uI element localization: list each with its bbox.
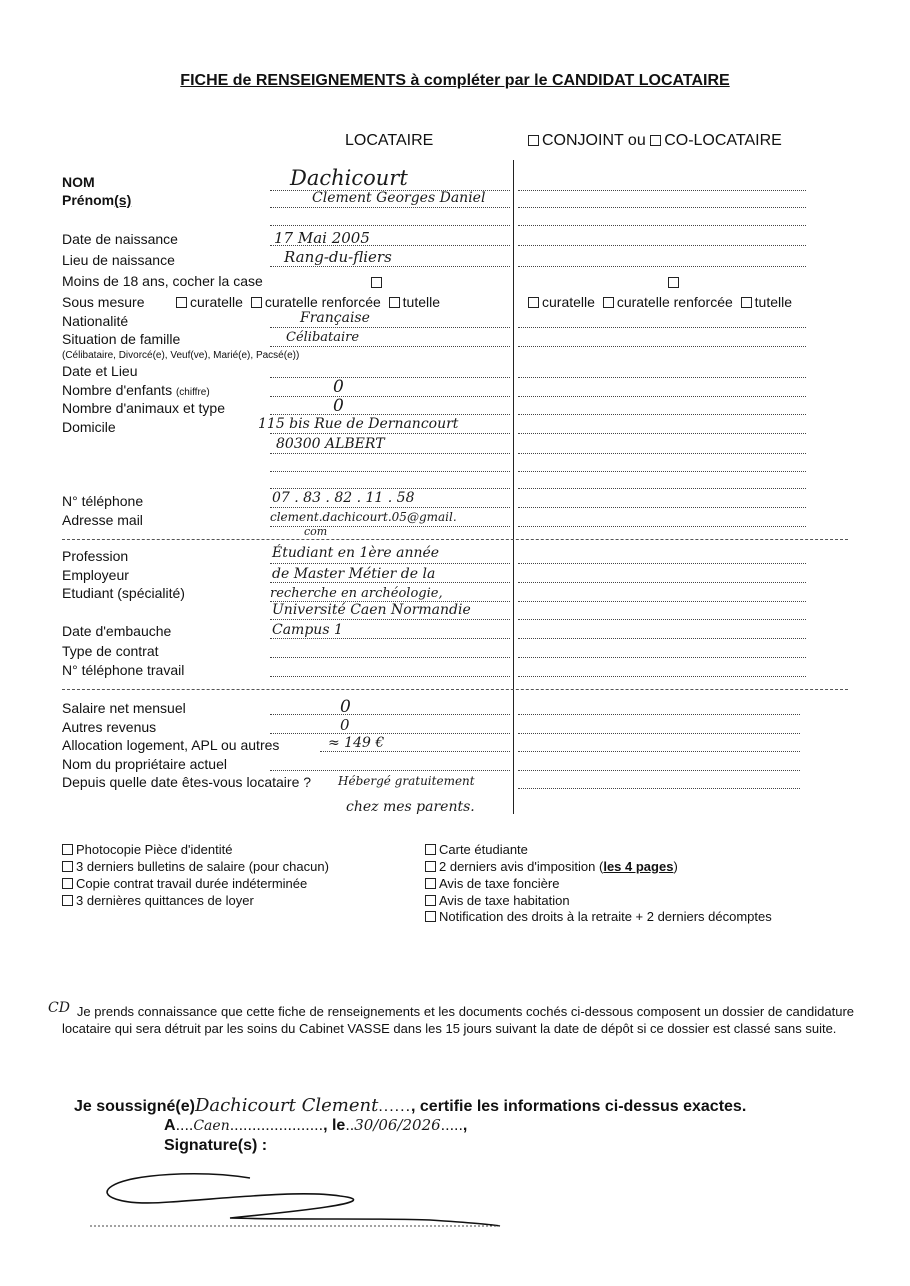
- value-etudiant-2[interactable]: Université Caen Normandie: [272, 602, 471, 618]
- value-allocation[interactable]: ≈ 149 €: [328, 735, 385, 751]
- doc-item-identite: Photocopie Pièce d'identité: [62, 842, 232, 857]
- label-telephone: N° téléphone: [62, 493, 144, 509]
- label-salaire: Salaire net mensuel: [62, 700, 186, 716]
- column-conjoint-header: [528, 132, 782, 150]
- doc-item-taxe-habitation: Avis de taxe habitation: [425, 893, 570, 908]
- moins18-checkbox-conjoint[interactable]: [668, 277, 679, 288]
- label-prenom: Prénom(s): [62, 192, 132, 208]
- label-etudiant: Etudiant (spécialité): [62, 585, 185, 601]
- doc-item-retraite: Notification des droits à la retraite + 2 derniers décomptes: [425, 909, 772, 924]
- doc-checkbox[interactable]: [62, 878, 73, 889]
- column-divider: [513, 160, 514, 814]
- value-telephone[interactable]: 07 . 83 . 82 . 11 . 58: [272, 490, 415, 506]
- label-tel-travail: N° téléphone travail: [62, 662, 185, 678]
- declaration-initials[interactable]: CD: [48, 1000, 70, 1016]
- curatelle-renforcee-checkbox-conjoint[interactable]: [603, 297, 614, 308]
- label-enfants: Nombre d'enfants (chiffre): [62, 382, 210, 398]
- label-employeur: Employeur: [62, 567, 129, 583]
- signature-label: Signature(s) :: [164, 1137, 268, 1154]
- value-enfants[interactable]: 0: [333, 377, 344, 397]
- value-date[interactable]: 30/06/2026: [354, 1116, 441, 1134]
- doc-item-avis-imposition: 2 derniers avis d'imposition (les 4 pages): [425, 859, 678, 874]
- doc-checkbox[interactable]: [425, 895, 436, 906]
- label-date-embauche: Date d'embauche: [62, 623, 172, 639]
- doc-checkbox[interactable]: [62, 844, 73, 855]
- doc-item-quittances: 3 dernières quittances de loyer: [62, 893, 254, 908]
- doc-item-taxe-fonciere: Avis de taxe foncière: [425, 876, 559, 891]
- value-date-naissance[interactable]: 17 Mai 2005: [274, 229, 370, 247]
- tutelle-checkbox-conjoint[interactable]: [741, 297, 752, 308]
- label-email: Adresse mail: [62, 512, 143, 528]
- doc-checkbox[interactable]: [62, 861, 73, 872]
- value-soussigne[interactable]: Dachicourt Clement: [194, 1095, 379, 1116]
- value-situation[interactable]: Célibataire: [286, 330, 360, 345]
- declaration-text: Je prends connaissance que cette fiche de renseignements et les documents cochés ci-dessous composent un dossier de candidature locataire qui sera détruit par les soins du Cabinet VASSE dans les 15 jours suivant la date de dépôt si ce dossier est classé sans suite.: [62, 1004, 854, 1036]
- doc-item-contrat: Copie contrat travail durée indéterminée: [62, 876, 307, 891]
- doc-checkbox[interactable]: [62, 895, 73, 906]
- section-divider: [62, 689, 848, 690]
- value-salaire[interactable]: 0: [340, 697, 351, 717]
- doc-item-bulletins: 3 derniers bulletins de salaire (pour chacun): [62, 859, 329, 874]
- label-allocation: Allocation logement, APL ou autres: [62, 737, 280, 753]
- value-date-embauche[interactable]: Campus 1: [272, 622, 343, 638]
- value-nom[interactable]: Dachicourt: [290, 166, 408, 190]
- label-type-contrat: Type de contrat: [62, 643, 159, 659]
- signature-drawing: [90, 1160, 510, 1240]
- value-depuis-2[interactable]: chez mes parents.: [346, 799, 475, 815]
- colocataire-label: CO-LOCATAIRE: [664, 132, 782, 149]
- moins18-checkbox-locataire[interactable]: [371, 277, 382, 288]
- value-email-1[interactable]: clement.dachicourt.05@gmail.: [270, 510, 457, 524]
- value-domicile-1[interactable]: 115 bis Rue de Dernancourt: [258, 416, 459, 432]
- section-divider: [62, 539, 848, 540]
- label-nationalite: Nationalité: [62, 313, 129, 329]
- tutelle-checkbox[interactable]: [389, 297, 400, 308]
- sous-mesure-conjoint: curatelle curatelle renforcée tutelle: [528, 294, 792, 310]
- conjoint-checkbox[interactable]: [528, 135, 539, 146]
- value-autres-revenus[interactable]: 0: [340, 716, 350, 734]
- certification-line: Je soussigné(e)Dachicourt Clement......, certifie les informations ci-dessus exactes.: [74, 1095, 747, 1116]
- value-employeur[interactable]: de Master Métier de la: [272, 566, 436, 582]
- situation-note: (Célibataire, Divorcé(e), Veuf(ve), Marié(e), Pacsé(e)): [62, 350, 300, 361]
- label-date-naissance: Date de naissance: [62, 231, 178, 247]
- label-proprietaire: Nom du propriétaire actuel: [62, 756, 227, 772]
- doc-item-carte-etudiante: Carte étudiante: [425, 842, 528, 857]
- value-profession[interactable]: Étudiant en 1ère année: [272, 545, 440, 561]
- curatelle-checkbox-conjoint[interactable]: [528, 297, 539, 308]
- curatelle-renforcee-checkbox[interactable]: [251, 297, 262, 308]
- value-prenom[interactable]: Clement Georges Daniel: [312, 190, 486, 206]
- value-ville[interactable]: Caen: [193, 1118, 230, 1134]
- value-nationalite[interactable]: Française: [300, 310, 370, 326]
- label-autres-revenus: Autres revenus: [62, 719, 157, 735]
- label-depuis: Depuis quelle date êtes-vous locataire ?: [62, 774, 312, 790]
- value-email-2[interactable]: com: [304, 525, 328, 538]
- doc-checkbox[interactable]: [425, 844, 436, 855]
- label-profession: Profession: [62, 548, 129, 564]
- doc-checkbox[interactable]: [425, 878, 436, 889]
- doc-checkbox[interactable]: [425, 911, 436, 922]
- place-date-line: A....Caen....................., le..30/06/2026.....,: [164, 1116, 468, 1134]
- colocataire-checkbox[interactable]: [650, 135, 661, 146]
- curatelle-checkbox[interactable]: [176, 297, 187, 308]
- label-date-lieu: Date et Lieu: [62, 363, 138, 379]
- form-title: FICHE de RENSEIGNEMENTS à compléter par le CANDIDAT LOCATAIRE: [180, 72, 730, 89]
- doc-checkbox[interactable]: [425, 861, 436, 872]
- sous-mesure-locataire: curatelle curatelle renforcée tutelle: [176, 294, 440, 310]
- column-locataire: LOCATAIRE: [345, 132, 434, 149]
- value-depuis-1[interactable]: Hébergé gratuitement: [338, 774, 475, 788]
- label-animaux: Nombre d'animaux et type: [62, 400, 225, 416]
- value-lieu-naissance[interactable]: Rang-du-fliers: [284, 248, 392, 266]
- value-etudiant-1[interactable]: recherche en archéologie,: [270, 586, 443, 601]
- label-domicile: Domicile: [62, 419, 116, 435]
- conjoint-label: CONJOINT ou: [542, 132, 646, 149]
- label-sous-mesure: Sous mesure: [62, 294, 145, 310]
- value-domicile-2[interactable]: 80300 ALBERT: [276, 436, 385, 452]
- label-situation: Situation de famille: [62, 331, 181, 347]
- label-nom: NOM: [62, 174, 95, 190]
- label-lieu-naissance: Lieu de naissance: [62, 252, 175, 268]
- value-animaux[interactable]: 0: [333, 396, 344, 416]
- label-moins-18: Moins de 18 ans, cocher la case: [62, 273, 263, 289]
